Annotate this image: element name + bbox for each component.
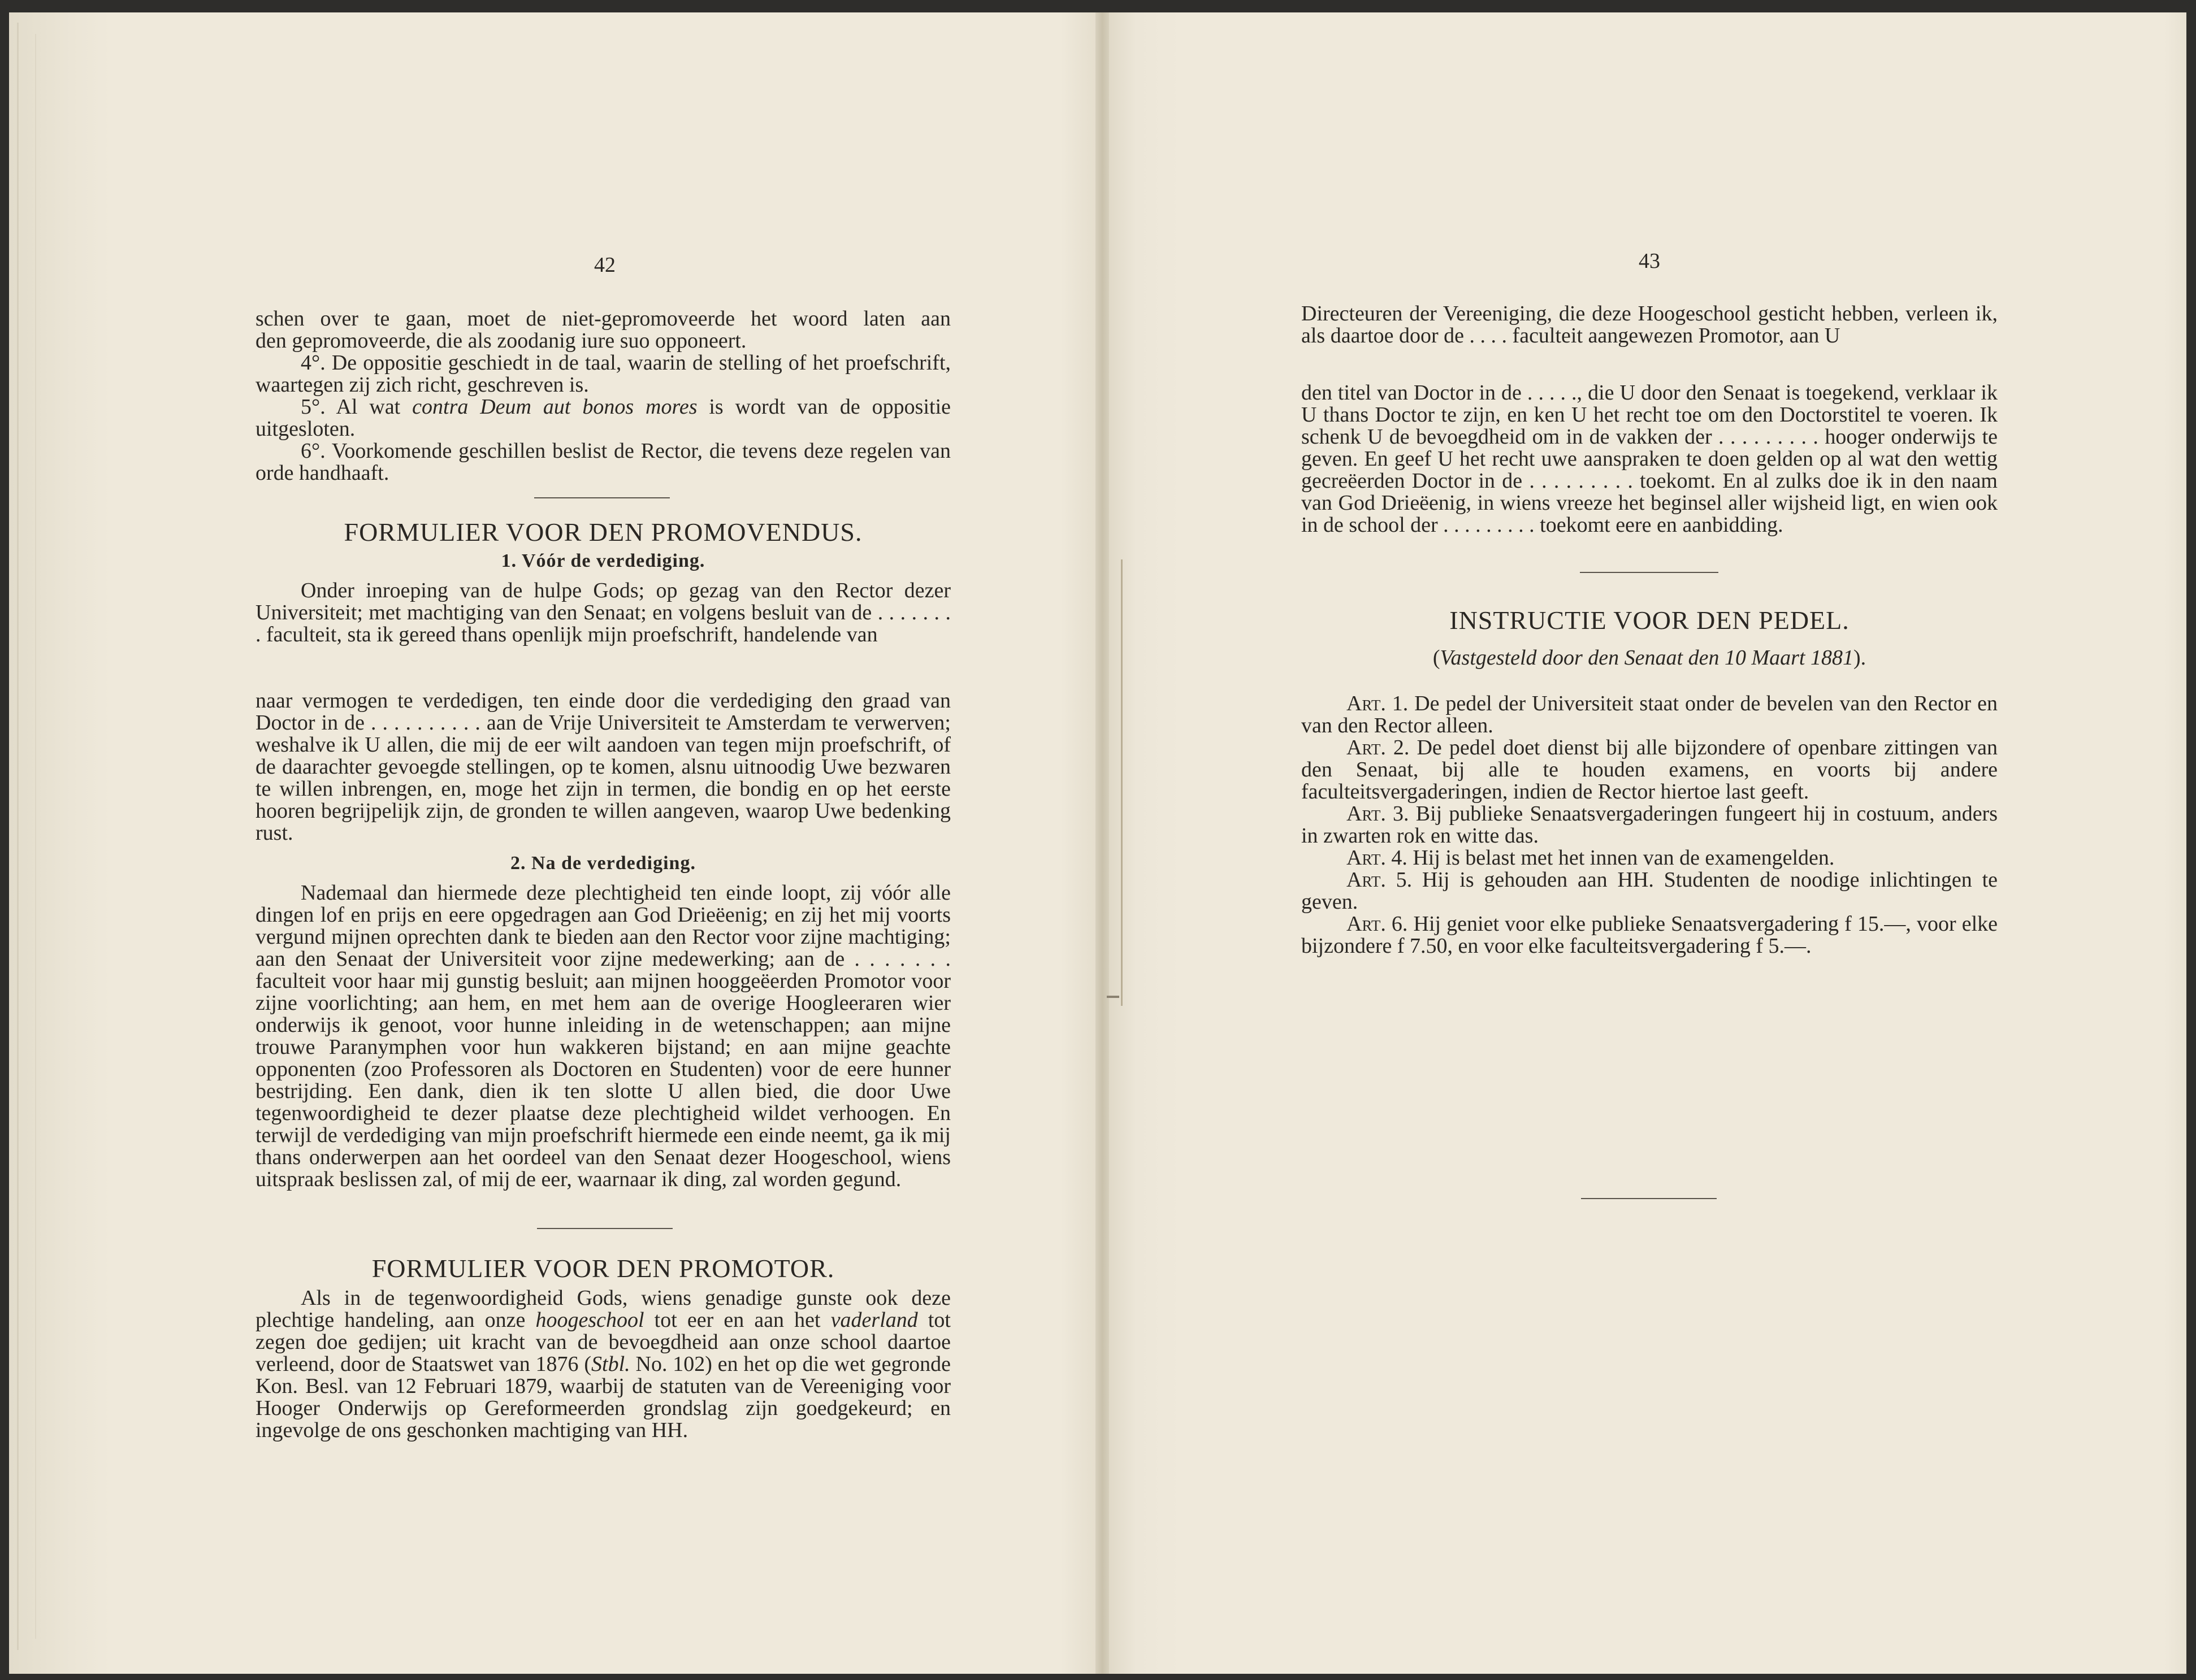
left-text-top [255, 308, 951, 484]
text-italic: hoogeschool [535, 1308, 644, 1332]
page-edge [17, 23, 19, 1650]
text: De pedel der Universiteit staat onder de bevelen van den Rector en van den Rector alleen. [1301, 692, 1998, 737]
text: tot eer en aan het [644, 1308, 831, 1332]
paragraph-promotor-cont: Directeuren der Vereeniging, die deze Hoogeschool gesticht hebben, verleen ik, als daartoe door de . . . . faculteit aangewezen Promotor, aan U [1301, 302, 1998, 348]
text: 5°. Al wat [301, 395, 413, 419]
paragraph-promotor [255, 1287, 951, 1442]
section-divider [537, 1228, 673, 1229]
text: ). [1853, 646, 1866, 670]
article-5 [1301, 869, 1998, 913]
blank-space [255, 646, 951, 690]
text: Hij geniet voor elke publieke Senaatsvergadering f 15.—, voor elke bijzondere f 7.50, en voor elke faculteitsvergadering f 5.—. [1301, 912, 1998, 958]
paragraph-doctor-title: den titel van Doctor in de . . . . ., die U door den Senaat is toegekend, verklaar ik U thans Doctor te zijn, en ken U het recht toe om den Doctorstitel te voeren. Ik schenk U de bevoegdheid om in de vakken der . . . . . . . . . hooger onderwijs te geven. En geef U het recht uwe aanspraken te doen gelden op al wat den wettig gecreëerden Doctor in de . . . . . . . . . toekomt. En al zulks doe ik in den naam van God Drieëenig, in wiens vreeze het beginsel aller wijsheid ligt, en wien ook in de school der . . . . . . . . . toekomt eere en aanbidding. [1301, 381, 1998, 537]
text: tot zegen doe gedijen; uit kracht van de bevoegdheid aan onze school daartoe verleend, door de Staatswet van 1876 ( [255, 1308, 951, 1376]
right-text-top [1301, 303, 1998, 536]
page-edge [35, 34, 36, 1639]
blank-space [1301, 347, 1998, 382]
paragraph-defence: naar vermogen te verdedigen, ten einde door die verdediging den graad van Doctor in de . . . . . . . . . . aan de Vrije Universiteit te Amsterdam te verwerven; weshalve ik U allen, die mij de eer wilt aandoen van tegen mijn proefschrift, of de daarachter gevoegde stellingen, op te komen, alsnu uitnoodig Uwe bezwaren te willen inbrengen, en, moge het zijn in termen, die bondig en op het eerste hooren begrijpelijk zijn, de gronden te willen aangeven, waarop Uwe bedenking rust. [255, 689, 951, 845]
subheading-after-defence: 2. Na de verdediging. [510, 853, 696, 874]
rule-item-4: 4°. De oppositie geschiedt in de taal, waarin de stelling of het proefschrift, waartegen zij zich richt, geschreven is. [255, 351, 951, 397]
article-label: Art. 2. [1346, 736, 1410, 759]
text-italic: contra Deum aut bonos mores [412, 395, 698, 419]
article-label: Art. 1. [1346, 692, 1409, 715]
rule-item-5 [255, 396, 951, 440]
section-divider [1580, 572, 1718, 573]
text: Hij is gehouden aan HH. Studenten de noodige inlichtingen te geven. [1301, 868, 1998, 914]
paragraph-opening: Onder inroeping van de hulpe Gods; op gezag van den Rector dezer Universiteit; met machtiging van den Senaat; en volgens besluit van de . . . . . . . . faculteit, sta ik gereed thans openlijk mijn proefschrift, handelende van [255, 579, 951, 646]
article-1 [1301, 693, 1998, 737]
text-italic: Stbl. [591, 1352, 630, 1376]
text: is wordt van de oppositie uitgesloten. [255, 395, 951, 441]
subtitle-date [1301, 647, 1998, 669]
intro-line: den gepromoveerde, die als zoodanig iure suo opponeert. [255, 329, 747, 353]
binding-mark [1107, 996, 1119, 998]
section-title-promotor: FORMULIER VOOR DEN PROMOTOR. [371, 1254, 835, 1283]
section-title-promovendus: FORMULIER VOOR DEN PROMOVENDUS. [344, 518, 863, 546]
text-italic: Vastgesteld door den Senaat den 10 Maart 1881 [1440, 646, 1853, 670]
rule-item-6: 6°. Voorkomende geschillen beslist de Rector, die tevens deze regelen van orde handhaaft. [255, 439, 951, 485]
subheading-before-defence: 1. Vóór de verdediging. [501, 550, 705, 571]
right-text-pedel [1301, 606, 1998, 958]
binding-thread [1121, 559, 1123, 1006]
article-2 [1301, 737, 1998, 803]
page-number-right: 43 [1639, 249, 1660, 273]
text: Als in de tegenwoordigheid Gods, wiens genadige gunste ook deze plechtige handeling, aan onze [255, 1286, 951, 1332]
article-4 [1301, 847, 1998, 869]
article-label: Art. 3. [1346, 802, 1409, 826]
article-label: Art. 6. [1346, 912, 1408, 936]
book-gutter [1095, 12, 1109, 1674]
left-text-promotor [255, 1254, 951, 1442]
text-italic: vaderland [830, 1308, 918, 1332]
article-label: Art. 4. [1346, 846, 1407, 870]
article-label: Art. 5. [1346, 868, 1413, 892]
text: Bij publieke Senaatsvergaderingen fungeert hij in costuum, anders in zwarten rok en witte das. [1301, 802, 1998, 848]
text: Hij is belast met het innen van de examengelden. [1407, 846, 1835, 870]
article-3 [1301, 803, 1998, 847]
intro-line: schen over te gaan, moet de niet-gepromoveerde het woord laten aan [255, 307, 951, 331]
left-text-promovendus [255, 518, 951, 1191]
blank-space [1301, 669, 1998, 693]
text: De pedel doet dienst bij alle bijzondere of openbare zittingen van den Senaat, bij alle te houden examens, en voorts bij andere faculteitsvergaderingen, indien de Rector hiertoe last geeft. [1301, 736, 1998, 804]
page-number-left: 42 [594, 253, 616, 277]
text: No. 102) en het op die wet gegronde Kon. Besl. van 12 Februari 1879, waarbij de statuten van de Vereeniging voor Hooger Onderwijs op Gereformeerden grondslag zijn goedgekeurd; en ingevolge de ons geschonken machtiging van HH. [255, 1352, 951, 1442]
section-divider [534, 497, 670, 498]
section-divider [1581, 1198, 1717, 1199]
text: ( [1432, 646, 1440, 670]
article-6 [1301, 913, 1998, 957]
section-title-pedel: INSTRUCTIE VOOR DEN PEDEL. [1449, 606, 1850, 635]
paragraph-closing: Nademaal dan hiermede deze plechtigheid ten einde loopt, zij vóór alle dingen lof en prijs en eere opgedragen aan God Drieëenig; en zij het mij voorts vergund mijnen oprechten dank te bieden aan den Rector voor zijne machtiging; aan den Senaat der Universiteit voor zijne medewerking; aan de . . . . . . . faculteit voor haar mij gunstig besluit; aan mijnen hooggeëerden Promotor voor zijne voorlichting; aan hem, en met hem aan de overige Hoogleeraren wier onderwijs ik genoot, voor hunne inleiding in de wetenschappen; aan mijne trouwe Paranymphen voor hun wakkeren bijstand; en aan mijne geachte opponenten (zoo Professoren als Doctoren en Studenten) voor de eere hunner bestrijding. Een dank, dien ik ten slotte U allen bied, die door Uwe tegenwoordigheid te dezer plaatse deze plechtigheid wildet verhoogen. En terwijl de verdediging van mijn proefschrift hiermede een einde neemt, ga ik mij thans onderwerpen aan het oordeel van den Senaat dezer Hoogeschool, wiens uitspraak beslissen zal, of mij de eer, waarnaar ik ding, zal worden gegund. [255, 881, 951, 1191]
